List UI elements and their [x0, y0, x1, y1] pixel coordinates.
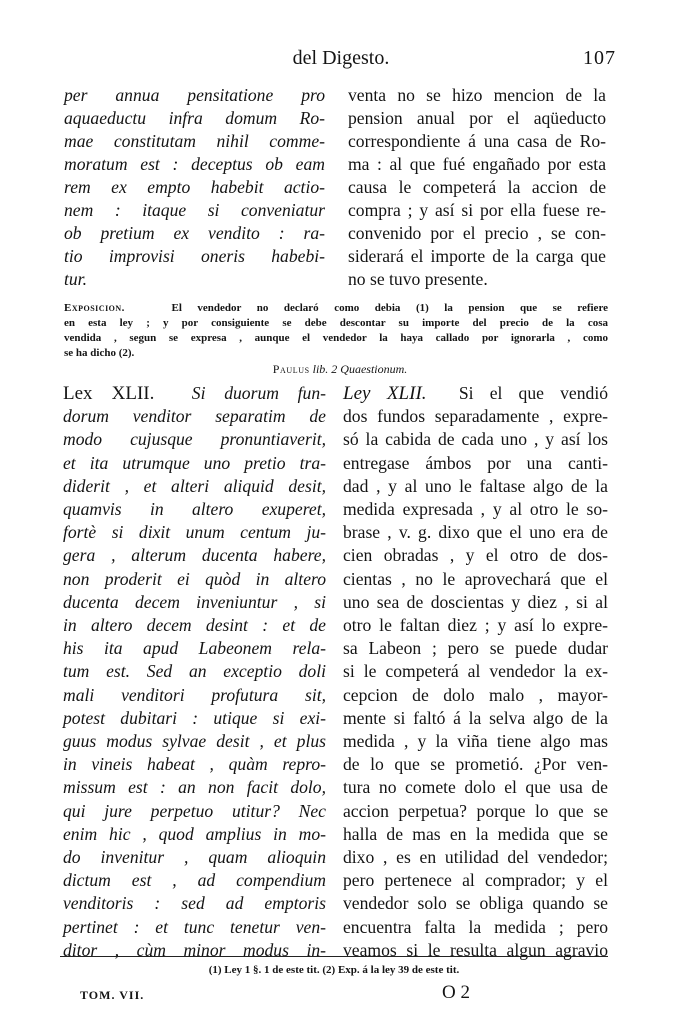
page-header [60, 47, 622, 73]
latin-line: tio improvisi oneris habebi- [64, 246, 325, 266]
exposition-line: en esta ley ; y por consiguiente se debe descontar su importe del precio de la cosa [64, 317, 608, 329]
spanish-line: de lo que se prometió. ¿Por ven- [343, 754, 608, 775]
latin-line: diderit , et alteri aliquid desit, [63, 475, 326, 496]
exposition-text: El vendedor no declaró como debia (1) la pension que se refiere [171, 302, 609, 314]
latin-line: fortè si dixit unum centum ju- [63, 522, 326, 543]
latin-line: ducenta decem inveniuntur , si [63, 591, 326, 612]
citation-work: lib. 2 Quaestionum. [312, 362, 408, 376]
spanish-line: causa le competerá la accion de [348, 177, 606, 197]
latin-line: per annua pensitatione pro [64, 85, 325, 105]
bottom-spanish-column [343, 382, 608, 962]
spanish-line: pension anual por el aqüeducto [348, 108, 606, 128]
latin-line: modo cujusque pronuntiaverit, [63, 429, 326, 450]
latin-line: enim hic , quod amplius in mo- [63, 823, 326, 844]
spanish-line: só la cabida de cada uno , y así los [343, 429, 608, 450]
latin-line: mae constitutam nihil comme- [64, 131, 325, 151]
spanish-line: si le competerá al vendedor la ex- [343, 661, 608, 682]
latin-line: rem ex empto habebit actio- [64, 177, 325, 197]
latin-line: nem : itaque si conveniatur [64, 200, 325, 220]
latin-line: in vineis habeat , quàm repro- [63, 754, 326, 775]
latin-line: dorum venditor separatim de [63, 406, 326, 427]
latin-line: missum est : an non facit dolo, [63, 777, 326, 798]
spanish-line: encuentra falta la medida ; pero [343, 916, 608, 937]
latin-line: ob pretium ex vendito : ra- [64, 223, 325, 243]
spanish-line [343, 382, 608, 405]
spanish-line: otro le faltan diez ; y así lo expre- [343, 615, 608, 636]
spanish-line: entregase ámbos por una canti- [343, 452, 608, 473]
latin-line: guus modus sylvae desit , et plus [63, 731, 326, 752]
spanish-line: uno sea de doscientas y diez , si al [343, 591, 608, 612]
latin-line [63, 382, 326, 405]
source-citation [240, 362, 440, 377]
latin-line: quamvis in altero exuperet, [63, 499, 326, 520]
signature-mark: O 2 [442, 982, 470, 1003]
footnotes: (1) Ley 1 §. 1 de este tit. (2) Exp. á la ley 39 de este tit. [208, 964, 460, 976]
spanish-line: veamos si le resulta algun agravio [343, 939, 608, 960]
running-head: del Digesto. [292, 47, 390, 69]
latin-line: aquaeductu infra domum Ro- [64, 108, 325, 128]
volume-label: TOM. VII. [80, 988, 145, 1002]
ley-first-line: Si el que vendió [458, 383, 609, 403]
spanish-line: convenido por el precio , se con- [348, 223, 606, 243]
latin-line: potest dubitari : utique si exi- [63, 707, 326, 728]
top-latin-column [64, 84, 325, 291]
latin-line: tur. [64, 269, 87, 289]
spanish-line: pero pertenece al comprador; y el [343, 870, 608, 891]
spanish-line: correspondiente á una casa de Ro- [348, 131, 606, 151]
citation-author: Paulus [272, 362, 310, 376]
latin-line: dictum est , ad compendium [63, 870, 326, 891]
spanish-line: cien obradas , y el otro de dos- [343, 545, 608, 566]
spanish-line: vendedor solo se obliga quando se [343, 893, 608, 914]
spanish-line: cepcion de dolo malo , mayor- [343, 684, 608, 705]
latin-line: his ita apud Labeonem rela- [63, 638, 326, 659]
spanish-line: ma : al que fué engañado por esta [348, 154, 606, 174]
spanish-line: dos fundos separadamente , expre- [343, 406, 608, 427]
latin-line: in altero decem desint : et de [63, 615, 326, 636]
spanish-line: accion perpetua? porque lo que se [343, 800, 608, 821]
latin-line: gera , alterum ducenta habere, [63, 545, 326, 566]
spanish-line: sa Labeon ; pero se puede dudar [343, 638, 608, 659]
spanish-line: compra ; y así si por ella fuese re- [348, 200, 606, 220]
exposition-line: vendida , segun se expresa , aunque el vendedor la haya callado por ignorarla , como [64, 332, 608, 344]
exposition-line [64, 301, 608, 316]
spanish-line: tura no comete dolo el que usa de [343, 777, 608, 798]
top-spanish-column [348, 84, 606, 291]
latin-line: tum est. Sed an exceptio doli [63, 661, 326, 682]
footnote-rule [60, 956, 608, 957]
exposition-note [64, 301, 608, 361]
spanish-line: dad , y al uno le faltase algo de la [343, 475, 608, 496]
exposition-label: Exposicion. [64, 302, 125, 314]
spanish-line: medida , y la viña tiene algo mas [343, 731, 608, 752]
page-number: 107 [583, 47, 616, 69]
ley-heading: Ley XLII. [343, 383, 427, 404]
latin-line: moratum est : deceptus ob eam [64, 154, 325, 174]
spanish-line: medida expresada , y al otro le so- [343, 499, 608, 520]
spanish-line: siderará el importe de la carga que [348, 246, 606, 266]
latin-line: mali venditori profutura sit, [63, 684, 326, 705]
spanish-line: mente si faltó á la selva algo de la [343, 707, 608, 728]
spanish-line: no se tuvo presente. [348, 269, 488, 289]
spanish-line: halla de mas en la medida que se [343, 823, 608, 844]
spanish-line: brase , v. g. dixo que el uno era de [343, 522, 608, 543]
latin-line: et ita utrumque uno pretio tra- [63, 452, 326, 473]
latin-line: do invenitur , quam alioquin [63, 847, 326, 868]
spanish-line: venta no se hizo mencion de la [348, 85, 606, 105]
latin-line: venditoris : sed ad emptoris [63, 893, 326, 914]
bottom-latin-column [63, 382, 326, 962]
latin-line: qui jure perpetuo utitur? Nec [63, 800, 326, 821]
spanish-line: cientas , no le aprovechará que el [343, 568, 608, 589]
latin-line: non proderit ei quòd in altero [63, 568, 326, 589]
lex-heading: Lex XLII. [63, 383, 155, 404]
latin-line: ditor , cùm minor modus in- [63, 939, 326, 960]
exposition-line: se ha dicho (2). [64, 347, 135, 359]
spanish-line: dixo , es en utilidad del vendedor; [343, 847, 608, 868]
latin-line: pertinet : et tunc tenetur ven- [63, 916, 326, 937]
lex-first-line: Si duorum fun- [191, 383, 327, 403]
